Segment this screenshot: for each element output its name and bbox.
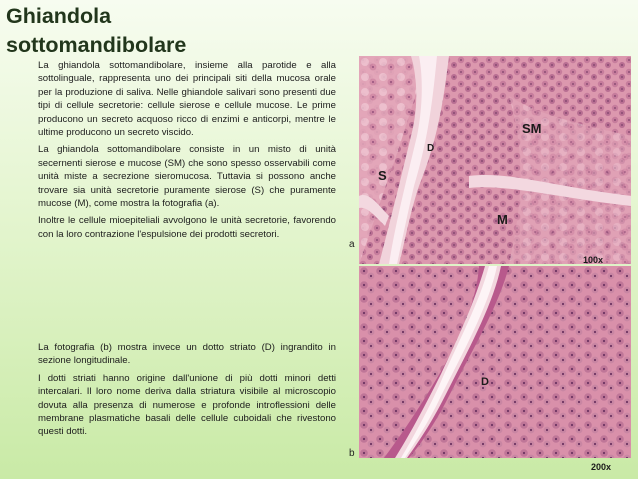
photo-a-label-sm: SM	[522, 121, 542, 136]
micrograph-b-image	[359, 266, 631, 458]
paragraph-intro: La ghiandola sottomandibolare, insieme alla parotide e alla sottolinguale, rappresenta uno dei principali siti della mucosa orale per la produzione di saliva. Nelle ghiandole salivari sono presenti due tipi di cellule secretorie: cellule sierose e cellule mucose. Le prime producono un secreto acquoso ricco di enzimi e anticorpi, mentre le ultime producono un secreto viscido.	[38, 60, 336, 139]
photo-a-magnification: 100x	[583, 255, 604, 265]
body-text-lower	[38, 341, 336, 443]
slide-title	[6, 2, 306, 60]
photo-b-label-d: D	[481, 376, 489, 388]
micrograph-a-image	[359, 56, 631, 264]
title-line-1: Ghiandola	[6, 4, 112, 28]
paragraph-striated-ducts: I dotti striati hanno origine dall'unione di più dotti minori detti intercalari. Il loro nome deriva dalla striatura visibile al microscopio dovuta alla presenza di numerose e profonde introflessioni delle membrane plasmatiche basali delle cellule cuboidali che rivestono questi dotti.	[38, 372, 336, 438]
micrograph-a	[359, 56, 631, 264]
paragraph-composition: La ghiandola sottomandibolare consiste in un misto di unità secernenti sierose e mucose (SM) che sono spesso osservabili come unità miste a secrezione sieromucosa. Tuttavia si possono anche trovare sia unità secretorie puramente sierose (S) che puramente mucose (M), come mostra la fotografia (a).	[38, 144, 336, 210]
photo-a-label-m: M	[497, 212, 508, 227]
photo-b-letter: b	[349, 448, 355, 459]
title-line-2: sottomandibolare	[6, 33, 187, 57]
micrograph-b	[359, 266, 631, 458]
photo-b-magnification: 200x	[591, 462, 612, 472]
paragraph-myoepithelial: Inoltre le cellule mioepiteliali avvolgono le unità secretorie, favorendo con la loro contrazione l'espulsione dei prodotti secretori.	[38, 215, 336, 240]
photo-a-label-s: S	[378, 168, 387, 183]
photo-a-letter: a	[349, 239, 355, 250]
photo-a-label-d: D	[427, 143, 435, 154]
paragraph-photo-b: La fotografia (b) mostra invece un dotto striato (D) ingrandito in sezione longitudinale.	[38, 342, 336, 367]
body-text-upper	[38, 59, 336, 245]
